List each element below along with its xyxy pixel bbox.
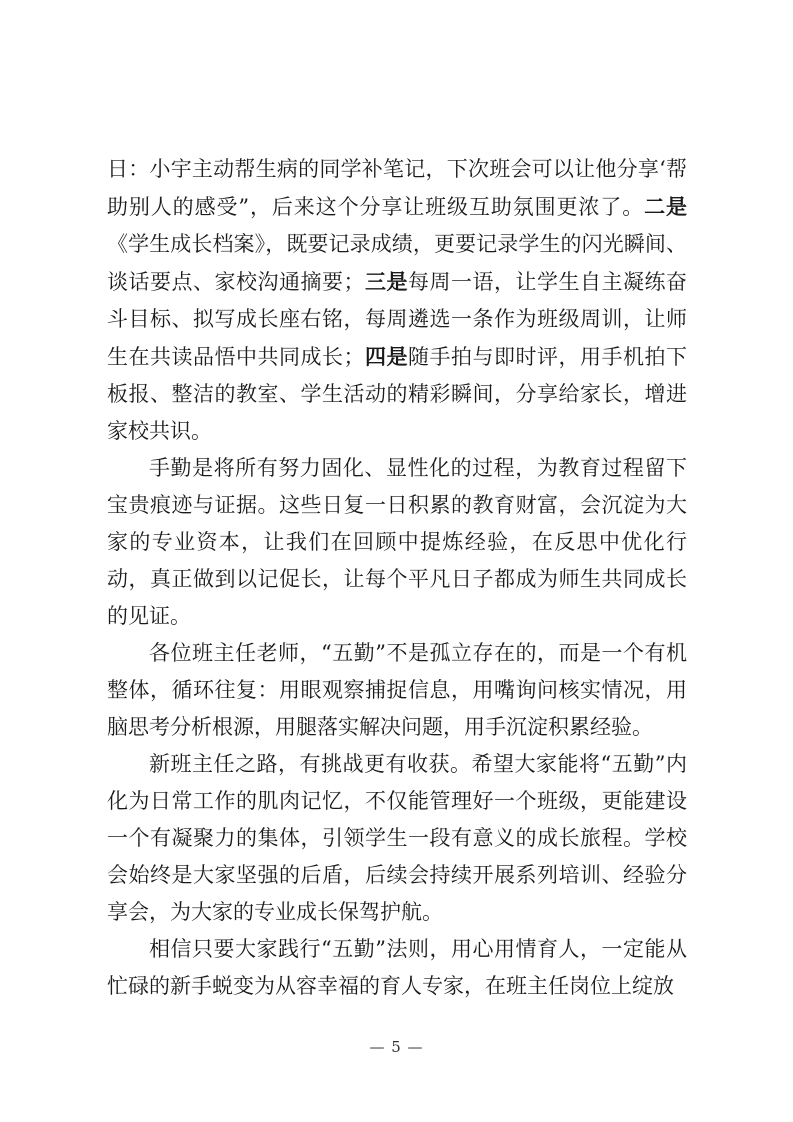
- page-number: — 5 —: [369, 1038, 424, 1056]
- paragraph: [107, 931, 687, 1005]
- text-run: 各位班主任老师，“五勤”不是孤立存在的，而是一个有机整体，循环往复：用眼观察捕捉信息，用嘴询问核实情况，用脑思考分析根源，用腿落实解决问题，用手沉淀积累经验。: [107, 641, 687, 739]
- text-run: 《学生成长档案》，既要记录成绩，更要记录学生的闪光瞬间、谈话要点、家校沟通摘要；: [107, 232, 687, 294]
- paragraph: [107, 635, 687, 746]
- text-run: 随手拍与即时评，用手机拍下板报、整洁的教室、学生活动的精彩瞬间，分享给家长，增进家校共识。: [107, 345, 687, 443]
- bold-text-run: 四是: [364, 344, 408, 369]
- text-run: 每周一语，让学生自主凝练奋斗目标、拟写成长座右铭，每周遴选一条作为班级周训，让师生在共读品悟中共同成长；: [107, 270, 687, 369]
- document-body: [107, 151, 687, 1005]
- paragraph: [107, 746, 687, 931]
- text-run: 新班主任之路，有挑战更有收获。希望大家能将“五勤”内化为日常工作的肌肉记忆，不仅能管理好一个班级，更能建设一个有凝聚力的集体，引领学生一段有意义的成长旅程。学校会始终是大家坚强的后盾，后续会持续开展系列培训、经验分享会，为大家的专业成长保驾护航。: [107, 752, 687, 924]
- bold-text-run: 二是: [644, 194, 688, 219]
- text-run: 相信只要大家践行“五勤”法则，用心用情育人，一定能从忙碌的新手蜕变为从容幸福的育人专家，在班主任岗位上绽放: [107, 937, 687, 998]
- paragraph: [107, 450, 687, 635]
- text-run: 手勤是将所有努力固化、显性化的过程，为教育过程留下宝贵痕迹与证据。这些日复一日积累的教育财富，会沉淀为大家的专业资本，让我们在回顾中提炼经验，在反思中优化行动，真正做到以记促长，让每个平凡日子都成为师生共同成长的见证。: [107, 456, 687, 628]
- paragraph: [107, 151, 687, 450]
- bold-text-run: 三是: [364, 269, 408, 294]
- text-run: 日：小宇主动帮生病的同学补笔记，下次班会可以让他分享‘帮助别人的感受”，后来这个分享让班级互助氛围更浓了。: [107, 157, 687, 219]
